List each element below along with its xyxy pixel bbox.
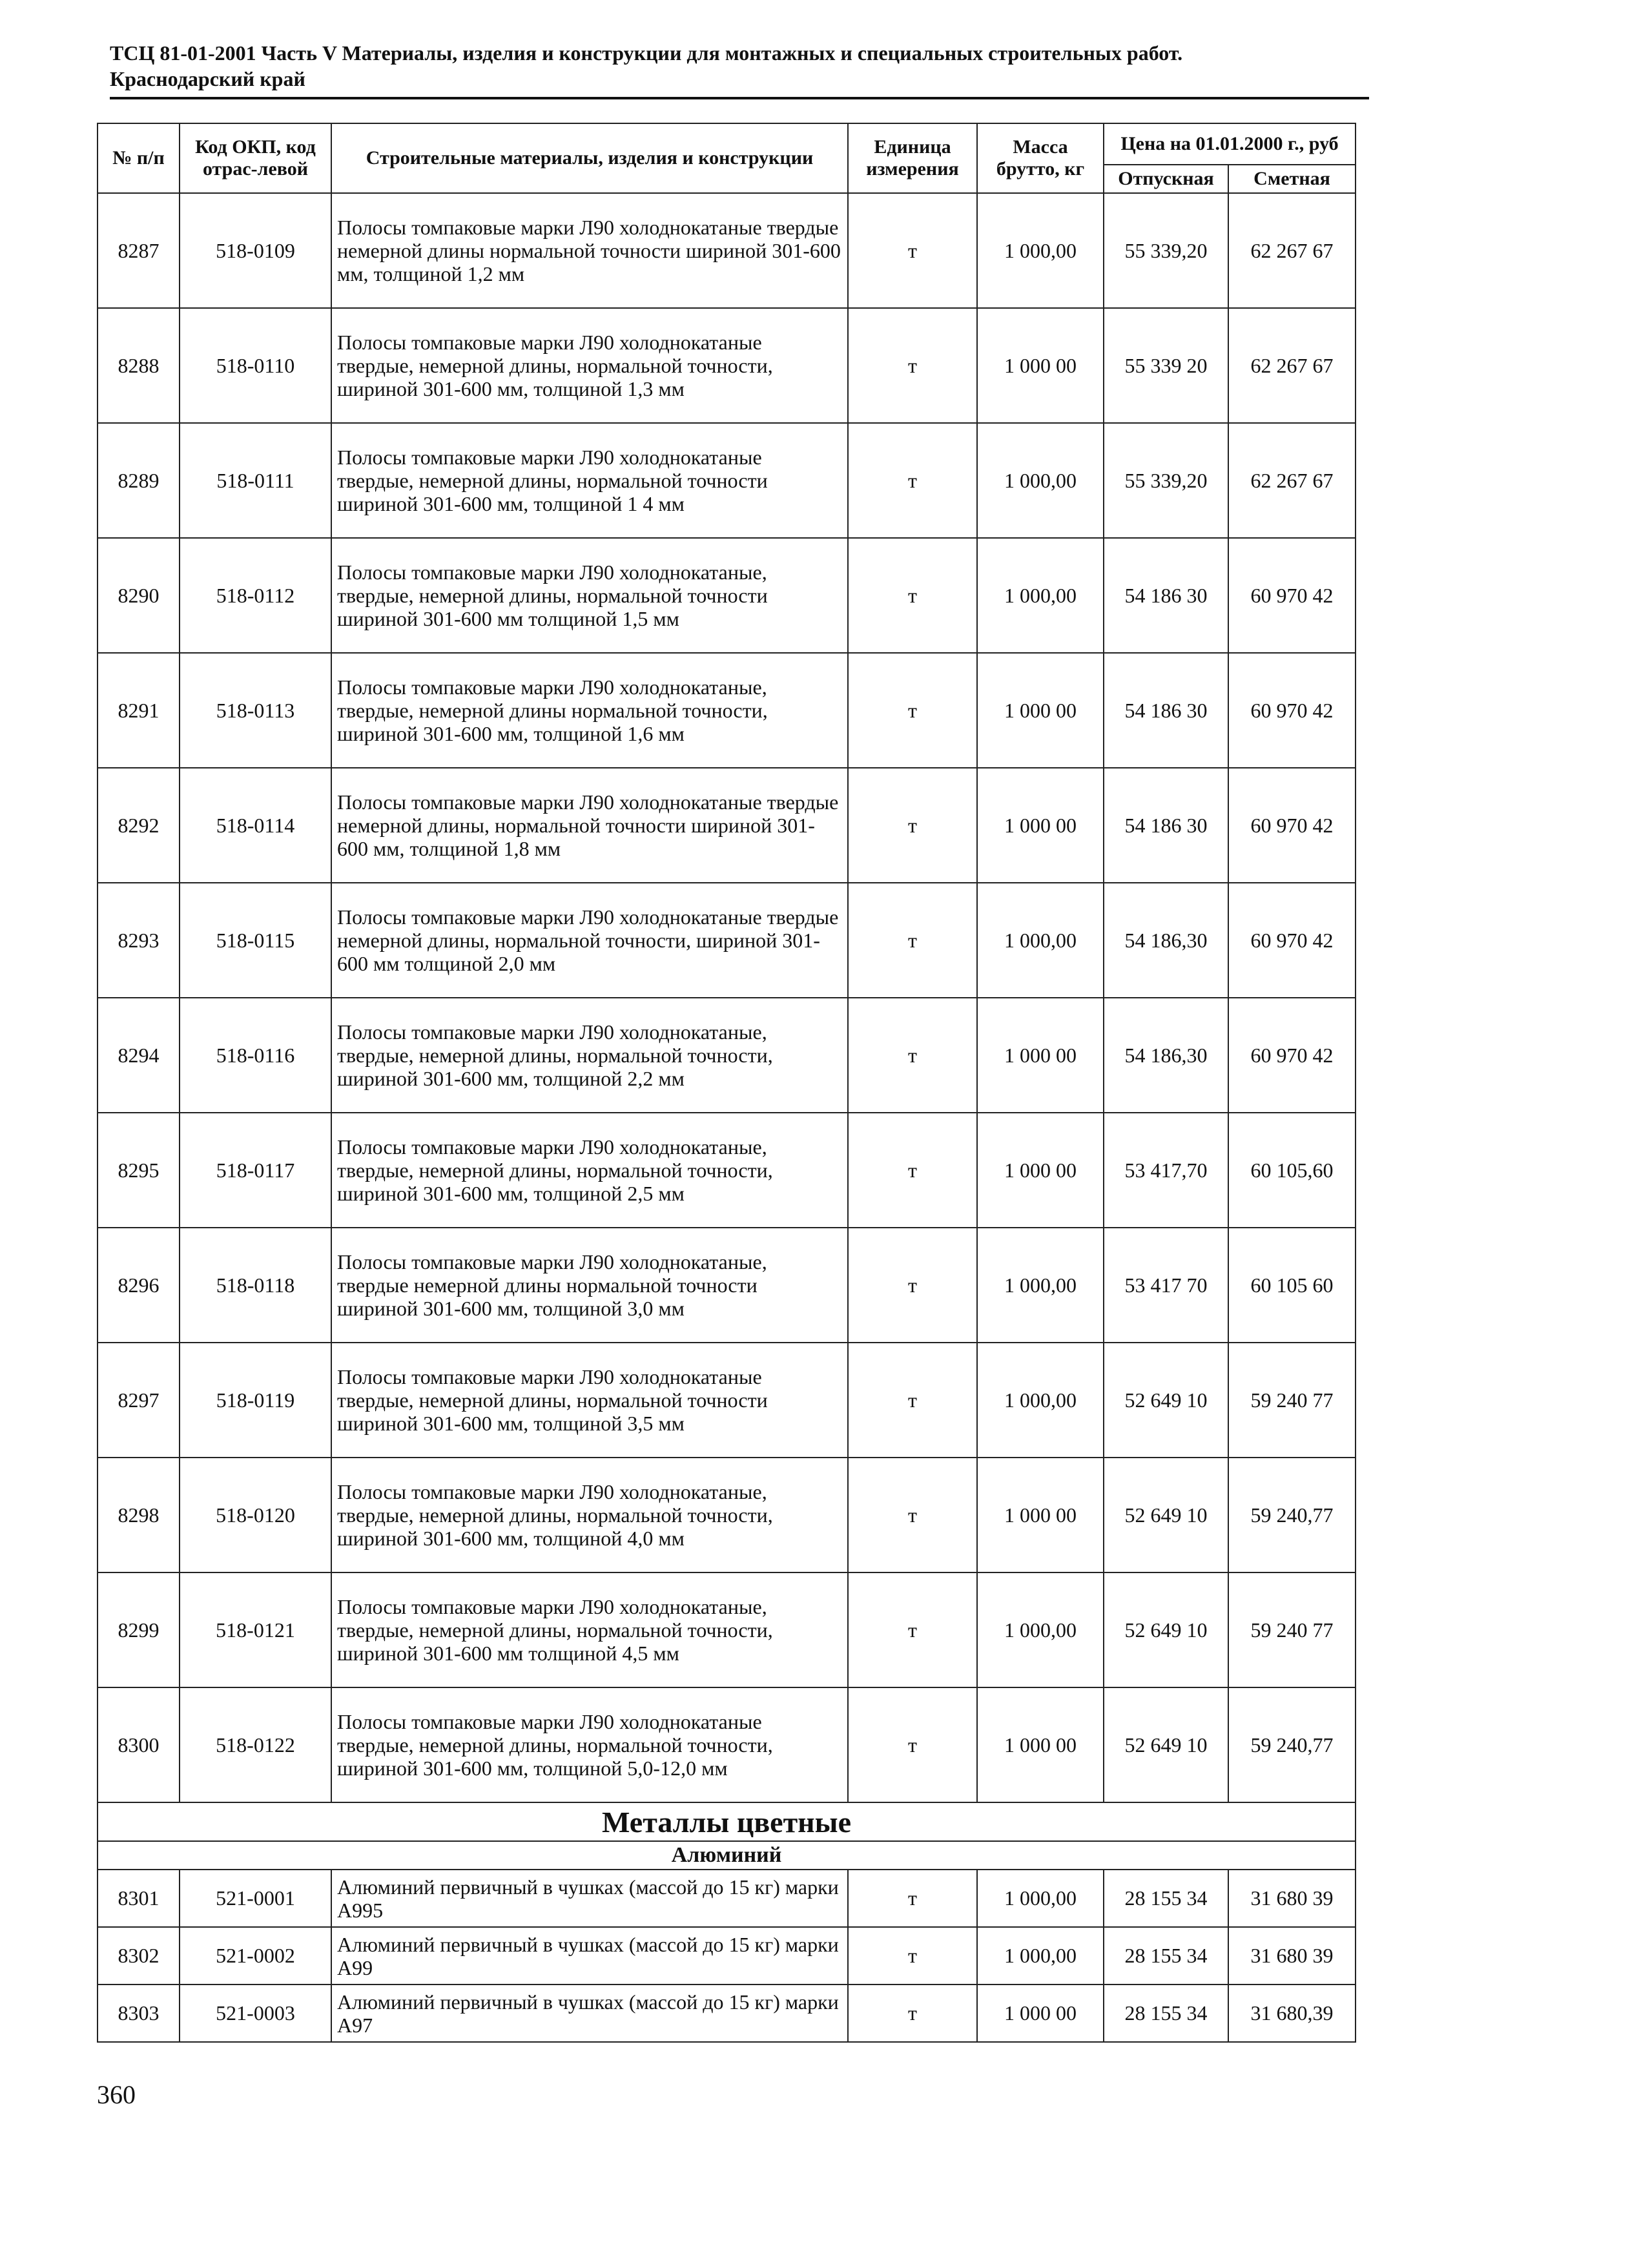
row-description: Полосы томпаковые марки Л90 холоднокатаные, твердые, немерной длины нормальной точности, шириной 301-600 мм, толщиной 1,6 мм [331, 653, 848, 768]
row-description: Полосы томпаковые марки Л90 холоднокатаные, твердые, немерной длины, нормальной точности, шириной 301-600 мм, толщиной 4,0 мм [331, 1458, 848, 1572]
row-code: 518-0113 [180, 653, 331, 768]
table-row [98, 883, 1356, 998]
row-unit: т [848, 998, 977, 1113]
row-unit: т [848, 883, 977, 998]
row-estimate-price: 60 970 42 [1228, 998, 1356, 1113]
row-code: 518-0116 [180, 998, 331, 1113]
row-release-price: 54 186,30 [1104, 998, 1228, 1113]
row-unit: т [848, 1113, 977, 1228]
row-estimate-price: 60 970 42 [1228, 768, 1356, 883]
row-release-price: 53 417,70 [1104, 1113, 1228, 1228]
row-mass: 1 000,00 [977, 1572, 1104, 1687]
row-release-price: 28 155 34 [1104, 1870, 1228, 1927]
row-code: 518-0115 [180, 883, 331, 998]
row-code: 518-0118 [180, 1228, 331, 1343]
section-title: Металлы цветные [98, 1802, 1356, 1841]
table-row [98, 308, 1356, 423]
row-release-price: 52 649 10 [1104, 1343, 1228, 1458]
row-estimate-price: 31 680,39 [1228, 1984, 1356, 2042]
row-description: Алюминий первичный в чушках (массой до 15 кг) марки А995 [331, 1870, 848, 1927]
table-row [98, 998, 1356, 1113]
row-release-price: 52 649 10 [1104, 1458, 1228, 1572]
row-release-price: 54 186 30 [1104, 653, 1228, 768]
row-estimate-price: 59 240 77 [1228, 1343, 1356, 1458]
row-code: 518-0119 [180, 1343, 331, 1458]
col-header-release-price: Отпускная [1104, 165, 1228, 193]
row-description: Полосы томпаковые марки Л90 холоднокатаные, твердые, немерной длины, нормальной точности, шириной 301-600 мм, толщиной 2,5 мм [331, 1113, 848, 1228]
row-description: Полосы томпаковые марки Л90 холоднокатаные твердые, немерной длины, нормальной точности шириной 301-600 мм, толщиной 1 4 мм [331, 423, 848, 538]
row-estimate-price: 60 970 42 [1228, 653, 1356, 768]
row-mass: 1 000,00 [977, 1870, 1104, 1927]
row-number: 8302 [98, 1927, 180, 1984]
row-description: Полосы томпаковые марки Л90 холоднокатаные, твердые немерной длины нормальной точности шириной 301-600 мм, толщиной 3,0 мм [331, 1228, 848, 1343]
row-estimate-price: 62 267 67 [1228, 193, 1356, 308]
row-unit: т [848, 538, 977, 653]
table-row [98, 1343, 1356, 1458]
page-number: 360 [97, 2080, 136, 2109]
row-code: 518-0122 [180, 1687, 331, 1802]
row-release-price: 55 339 20 [1104, 308, 1228, 423]
row-code: 518-0110 [180, 308, 331, 423]
row-release-price: 52 649 10 [1104, 1687, 1228, 1802]
row-release-price: 54 186,30 [1104, 883, 1228, 998]
row-mass: 1 000,00 [977, 883, 1104, 998]
table-body-aluminium [98, 1870, 1356, 2042]
row-code: 521-0003 [180, 1984, 331, 2042]
col-header-code: Код ОКП, код отрас-левой [180, 123, 331, 193]
row-release-price: 28 155 34 [1104, 1984, 1228, 2042]
table-header [98, 123, 1356, 193]
section-row [98, 1802, 1356, 1841]
row-number: 8289 [98, 423, 180, 538]
table-row [98, 768, 1356, 883]
col-header-estimate-price: Сметная [1228, 165, 1356, 193]
row-unit: т [848, 1572, 977, 1687]
row-mass: 1 000,00 [977, 423, 1104, 538]
row-release-price: 55 339,20 [1104, 193, 1228, 308]
table-body [98, 193, 1356, 1802]
row-release-price: 28 155 34 [1104, 1927, 1228, 1984]
row-estimate-price: 31 680 39 [1228, 1927, 1356, 1984]
row-number: 8301 [98, 1870, 180, 1927]
row-description: Полосы томпаковые марки Л90 холоднокатаные твердые немерной длины нормальной точности шириной 301-600 мм, толщиной 1,2 мм [331, 193, 848, 308]
row-code: 518-0109 [180, 193, 331, 308]
row-unit: т [848, 768, 977, 883]
row-code: 518-0114 [180, 768, 331, 883]
row-code: 518-0112 [180, 538, 331, 653]
table-row [98, 538, 1356, 653]
row-unit: т [848, 1687, 977, 1802]
row-description: Алюминий первичный в чушках (массой до 15 кг) марки А97 [331, 1984, 848, 2042]
col-header-num: № п/п [98, 123, 180, 193]
row-mass: 1 000,00 [977, 193, 1104, 308]
table-row [98, 423, 1356, 538]
row-mass: 1 000 00 [977, 768, 1104, 883]
row-number: 8303 [98, 1984, 180, 2042]
table-row [98, 1458, 1356, 1572]
row-number: 8297 [98, 1343, 180, 1458]
row-number: 8293 [98, 883, 180, 998]
row-code: 521-0002 [180, 1927, 331, 1984]
row-description: Полосы томпаковые марки Л90 холоднокатаные твердые немерной длины, нормальной точности шириной 301-600 мм, толщиной 1,8 мм [331, 768, 848, 883]
row-number: 8291 [98, 653, 180, 768]
subsection-title: Алюминий [98, 1841, 1356, 1870]
row-code: 518-0117 [180, 1113, 331, 1228]
table-row [98, 1228, 1356, 1343]
row-number: 8290 [98, 538, 180, 653]
row-unit: т [848, 193, 977, 308]
row-number: 8295 [98, 1113, 180, 1228]
table-row [98, 1870, 1356, 1927]
col-header-desc: Строительные материалы, изделия и конструкции [331, 123, 848, 193]
row-unit: т [848, 1343, 977, 1458]
table-row [98, 1572, 1356, 1687]
row-unit: т [848, 653, 977, 768]
table-row [98, 1113, 1356, 1228]
row-description: Полосы томпаковые марки Л90 холоднокатаные твердые, немерной длины, нормальной точности, шириной 301-600 мм, толщиной 1,3 мм [331, 308, 848, 423]
row-number: 8298 [98, 1458, 180, 1572]
row-number: 8292 [98, 768, 180, 883]
document-title: ТСЦ 81-01-2001 Часть V Материалы, изделия и конструкции для монтажных и специальных строительных работ. [110, 41, 1183, 65]
row-number: 8299 [98, 1572, 180, 1687]
row-unit: т [848, 1984, 977, 2042]
col-header-price-group: Цена на 01.01.2000 г., руб [1104, 123, 1356, 165]
header-divider [110, 97, 1369, 99]
row-mass: 1 000,00 [977, 1343, 1104, 1458]
row-code: 521-0001 [180, 1870, 331, 1927]
row-unit: т [848, 1927, 977, 1984]
row-unit: т [848, 1458, 977, 1572]
row-estimate-price: 31 680 39 [1228, 1870, 1356, 1927]
table-row [98, 193, 1356, 308]
row-description: Алюминий первичный в чушках (массой до 15 кг) марки А99 [331, 1927, 848, 1984]
row-code: 518-0111 [180, 423, 331, 538]
region-title: Краснодарский край [110, 67, 305, 90]
row-release-price: 54 186 30 [1104, 538, 1228, 653]
row-mass: 1 000 00 [977, 1458, 1104, 1572]
row-number: 8294 [98, 998, 180, 1113]
row-estimate-price: 60 970 42 [1228, 883, 1356, 998]
row-estimate-price: 62 267 67 [1228, 308, 1356, 423]
row-mass: 1 000,00 [977, 1927, 1104, 1984]
table-row [98, 653, 1356, 768]
row-release-price: 55 339,20 [1104, 423, 1228, 538]
table-row [98, 1927, 1356, 1984]
row-estimate-price: 59 240,77 [1228, 1458, 1356, 1572]
row-mass: 1 000,00 [977, 538, 1104, 653]
page-header [110, 40, 1369, 92]
row-number: 8296 [98, 1228, 180, 1343]
row-mass: 1 000 00 [977, 1687, 1104, 1802]
row-unit: т [848, 308, 977, 423]
row-estimate-price: 60 970 42 [1228, 538, 1356, 653]
row-mass: 1 000 00 [977, 653, 1104, 768]
row-description: Полосы томпаковые марки Л90 холоднокатаные, твердые, немерной длины, нормальной точности, шириной 301-600 мм толщиной 4,5 мм [331, 1572, 848, 1687]
subsection-row [98, 1841, 1356, 1870]
row-description: Полосы томпаковые марки Л90 холоднокатаные, твердые, немерной длины, нормальной точности шириной 301-600 мм толщиной 1,5 мм [331, 538, 848, 653]
table-row [98, 1687, 1356, 1802]
row-estimate-price: 60 105,60 [1228, 1113, 1356, 1228]
row-number: 8300 [98, 1687, 180, 1802]
row-code: 518-0120 [180, 1458, 331, 1572]
row-mass: 1 000 00 [977, 308, 1104, 423]
row-estimate-price: 59 240 77 [1228, 1572, 1356, 1687]
row-number: 8287 [98, 193, 180, 308]
section-body [98, 1802, 1356, 1870]
row-description: Полосы томпаковые марки Л90 холоднокатаные твердые, немерной длины, нормальной точности шириной 301-600 мм, толщиной 3,5 мм [331, 1343, 848, 1458]
row-description: Полосы томпаковые марки Л90 холоднокатаные, твердые, немерной длины, нормальной точности, шириной 301-600 мм, толщиной 2,2 мм [331, 998, 848, 1113]
row-release-price: 52 649 10 [1104, 1572, 1228, 1687]
row-code: 518-0121 [180, 1572, 331, 1687]
col-header-mass: Масса брутто, кг [977, 123, 1104, 193]
row-number: 8288 [98, 308, 180, 423]
row-mass: 1 000 00 [977, 998, 1104, 1113]
row-release-price: 54 186 30 [1104, 768, 1228, 883]
row-mass: 1 000 00 [977, 1984, 1104, 2042]
row-release-price: 53 417 70 [1104, 1228, 1228, 1343]
row-description: Полосы томпаковые марки Л90 холоднокатаные твердые немерной длины, нормальной точности, шириной 301-600 мм толщиной 2,0 мм [331, 883, 848, 998]
row-estimate-price: 59 240,77 [1228, 1687, 1356, 1802]
row-estimate-price: 60 105 60 [1228, 1228, 1356, 1343]
row-unit: т [848, 423, 977, 538]
row-unit: т [848, 1228, 977, 1343]
row-mass: 1 000,00 [977, 1228, 1104, 1343]
row-description: Полосы томпаковые марки Л90 холоднокатаные твердые, немерной длины, нормальной точности, шириной 301-600 мм, толщиной 5,0-12,0 мм [331, 1687, 848, 1802]
table-row [98, 1984, 1356, 2042]
row-estimate-price: 62 267 67 [1228, 423, 1356, 538]
row-unit: т [848, 1870, 977, 1927]
row-mass: 1 000 00 [977, 1113, 1104, 1228]
col-header-unit: Единица измерения [848, 123, 977, 193]
price-table [97, 123, 1356, 2043]
